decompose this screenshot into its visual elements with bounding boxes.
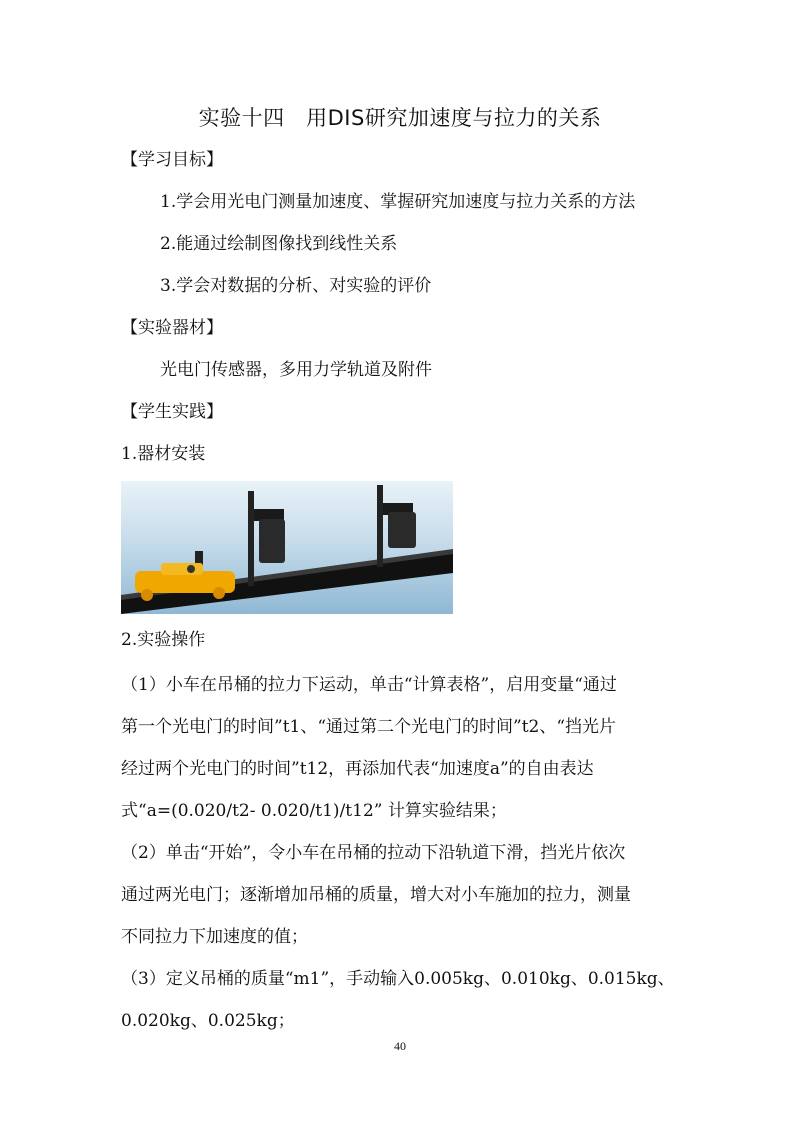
cart-top bbox=[161, 563, 203, 575]
goal-item-3: 3.学会对数据的分析、对实验的评价 bbox=[160, 276, 432, 296]
goal-item-2: 2.能通过绘制图像找到线性关系 bbox=[160, 234, 398, 254]
page-title: 实验十四 用DIS研究加速度与拉力的关系 bbox=[198, 106, 602, 130]
para2-line-3: 不同拉力下加速度的值； bbox=[121, 927, 308, 947]
equipment-text: 光电门传感器，多用力学轨道及附件 bbox=[160, 360, 432, 380]
photogate-2-sensor bbox=[388, 512, 416, 548]
para2-line-2: 通过两光电门；逐渐增加吊桶的质量，增大对小车施加的拉力，测量 bbox=[121, 885, 631, 905]
page-number: 40 bbox=[394, 1039, 406, 1053]
equipment-heading: 【实验器材】 bbox=[121, 318, 223, 338]
photogate-1-sensor bbox=[259, 519, 285, 563]
para2-line-1: （2）单击“开始”，令小车在吊桶的拉动下沿轨道下滑，挡光片依次 bbox=[121, 843, 626, 863]
step2-heading: 2.实验操作 bbox=[121, 630, 206, 650]
apparatus-illustration bbox=[121, 481, 453, 614]
cart-wheel-2 bbox=[213, 587, 225, 599]
para3-line-2: 0.020kg、0.025kg； bbox=[121, 1011, 295, 1031]
para1-line-4: 式“a=(0.020/t2- 0.020/t1)/t12” 计算实验结果； bbox=[121, 801, 507, 821]
para1-line-3: 经过两个光电门的时间”t12，再添加代表“加速度a”的自由表达 bbox=[121, 759, 594, 779]
practice-heading: 【学生实践】 bbox=[121, 402, 223, 422]
para1-line-1: （1）小车在吊桶的拉力下运动，单击“计算表格”，启用变量“通过 bbox=[121, 675, 617, 695]
step1-heading: 1.器材安装 bbox=[121, 444, 206, 464]
para1-line-2: 第一个光电门的时间”t1、“通过第二个光电门的时间”t2、“挡光片 bbox=[121, 717, 617, 737]
para3-line-1: （3）定义吊桶的质量“m1”，手动输入0.005kg、0.010kg、0.015kg、 bbox=[121, 969, 675, 989]
cart-wheel-1 bbox=[141, 589, 153, 601]
photogate-1-post bbox=[248, 491, 254, 586]
cart-knob bbox=[187, 565, 195, 573]
goals-heading: 【学习目标】 bbox=[121, 150, 223, 170]
apparatus-photo bbox=[121, 481, 453, 614]
photogate-2-post bbox=[377, 485, 383, 567]
goal-item-1: 1.学会用光电门测量加速度、掌握研究加速度与拉力关系的方法 bbox=[160, 192, 636, 212]
